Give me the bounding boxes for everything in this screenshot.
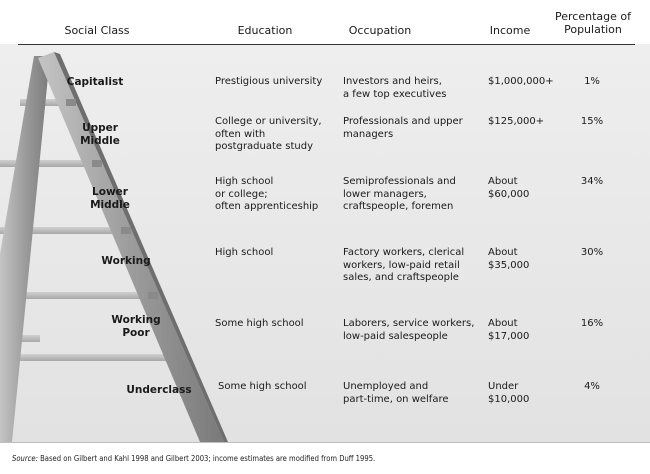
class-label: Underclass (126, 384, 192, 396)
class-label: Working (101, 255, 151, 267)
class-label: Lower Middle (90, 186, 130, 211)
header-divider (18, 44, 635, 45)
education-cell: Some high school (218, 381, 307, 392)
income-cell: About $17,000 (488, 318, 530, 342)
income-cell: $1,000,000+ (488, 76, 554, 87)
header-social-class: Social Class (64, 24, 130, 37)
percentage-cell: 4% (584, 381, 600, 392)
percentage-cell: 15% (580, 116, 604, 127)
header-percentage: Percentage of Population (555, 10, 631, 36)
occupation-cell: Semiprofessionals and lower managers, craftspeople, foremen (343, 176, 456, 212)
source-text: Based on Gilbert and Kahl 1998 and Gilbert 2003; income estimates are modified from Duff 1995. (37, 454, 376, 463)
occupation-cell: Investors and heirs, a few top executives (343, 76, 447, 100)
income-cell: $125,000+ (488, 116, 545, 127)
percentage-cell: 1% (584, 76, 600, 87)
education-cell: Prestigious university (215, 76, 323, 87)
income-cell: Under $10,000 (488, 381, 530, 405)
education-cell: Some high school (215, 318, 304, 329)
occupation-cell: Factory workers, clerical workers, low-paid retail sales, and craftspeople (343, 247, 465, 283)
percentage-cell: 16% (580, 318, 604, 329)
income-cell: About $35,000 (488, 247, 530, 271)
occupation-cell: Unemployed and part-time, on welfare (343, 381, 449, 405)
education-cell: College or university, often with postgraduate study (215, 116, 322, 152)
class-label: Upper Middle (80, 122, 120, 147)
class-label: Capitalist (66, 76, 124, 88)
bottom-divider (0, 442, 650, 443)
header-occupation: Occupation (348, 24, 412, 37)
class-label: Working Poor (111, 314, 161, 339)
education-cell: High school (215, 247, 274, 258)
ladder-left-rail (0, 56, 50, 442)
education-cell: High school or college; often apprenticeship (215, 176, 319, 212)
header-income: Income (489, 24, 531, 37)
income-cell: About $60,000 (488, 176, 530, 200)
percentage-cell: 30% (580, 247, 604, 258)
occupation-cell: Professionals and upper managers (343, 116, 463, 140)
percentage-cell: 34% (580, 176, 604, 187)
source-note (12, 454, 375, 464)
header-education: Education (237, 24, 293, 37)
source-label: Source: (12, 454, 38, 463)
ladder-illustration (0, 44, 230, 442)
occupation-cell: Laborers, service workers, low-paid salespeople (343, 318, 475, 342)
